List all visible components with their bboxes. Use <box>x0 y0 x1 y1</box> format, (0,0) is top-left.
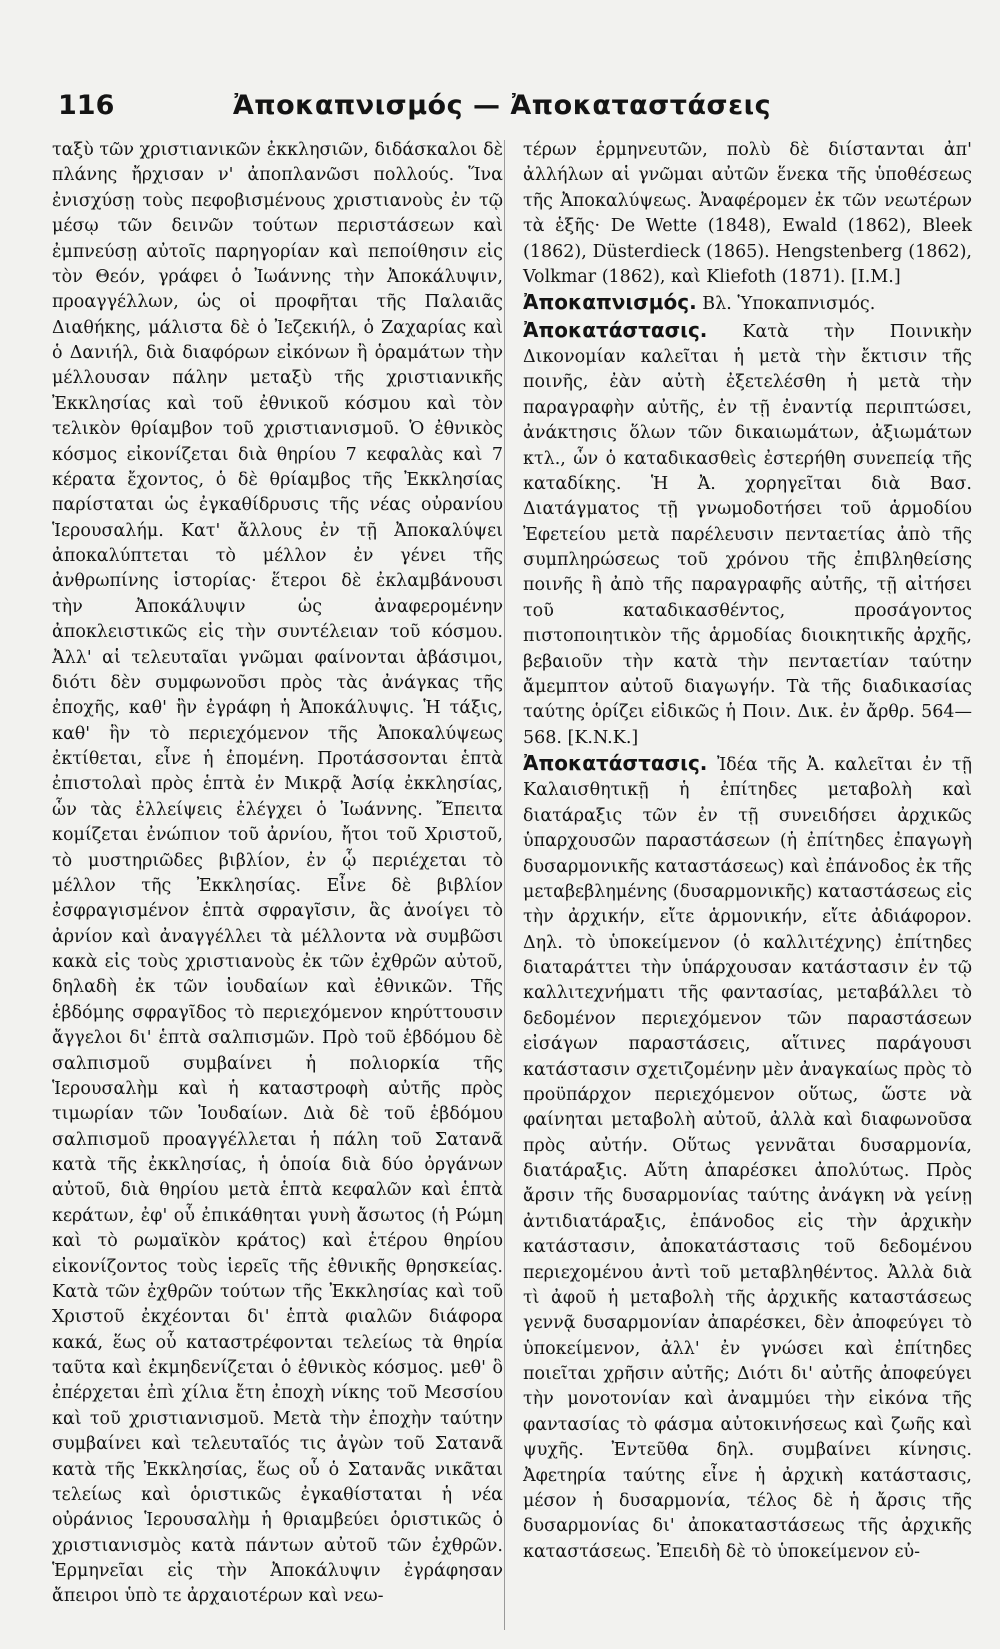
column-divider <box>504 140 505 1630</box>
left-column-text: ταξὺ τῶν χριστιανικῶν ἐκκλησιῶν, διδάσκαλοι δὲ πλάνης ἤρχισαν ν' ἀποπλανῶσι πολλούς. Ἵνα ἐνισχύσῃ τοὺς πεφοβισμένους χριστιανοὺς ἐν τῷ μέσῳ τῶν δεινῶν τούτων περιστάσεων καὶ ἐμπνεύσῃ αὐτοῖς παρηγορίαν καὶ πεποίθησιν εἰς τὸν Θεόν, γράφει ὁ Ἰωάννης τὴν Ἀποκάλυψιν, προαγγέλλων, ὡς οἱ προφῆται τῆς Παλαιᾶς Διαθήκης, μάλιστα δὲ ὁ Ἰεζεκιήλ, ὁ Ζαχαρίας καὶ ὁ Δανιήλ, διὰ διαφόρων εἰκόνων ἢ ὁραμάτων τὴν μέλλουσαν πάλην μεταξὺ τῆς χριστιανικῆς Ἐκκλησίας καὶ τοῦ ἐθνικοῦ κόσμου καὶ τὸν τελικὸν θρίαμβον τοῦ χριστιανισμοῦ. Ὁ ἐθνικὸς κόσμος εἰκονίζεται διὰ θηρίου 7 κεφαλὰς καὶ 7 κέρατα ἔχοντος, ὁ δὲ θρίαμβος τῆς Ἐκκλησίας παρίσταται ὡς ἐγκαθίδρυσις τῆς νέας οὐρανίου Ἱερουσαλήμ. Κατ' ἄλλους ἐν τῇ Ἀποκαλύψει ἀποκαλύπτεται τὸ μέλλον ἐν γένει τῆς ἀνθρωπίνης ἱστορίας· ἕτεροι δὲ ἐκλαμβάνουσι τὴν Ἀποκάλυψιν ὡς ἀναφερομένην ἀποκλειστικῶς εἰς τὴν συντέλειαν τοῦ κόσμου. Ἀλλ' αἱ τελευταῖαι γνῶμαι φαίνονται ἀβάσιμοι, διότι δὲν συμφωνοῦσι πρὸς τὰς ἀνάγκας τῆς ἐποχῆς, καθ' ἣν ἐγράφη ἡ Ἀποκάλυψις. Ἡ τάξις, καθ' ἣν τὸ περιεχόμενον τῆς Ἀποκαλύψεως ἐκτίθεται, εἶνε ἡ ἑπομένη. Προτάσσονται ἑπτὰ ἐπιστολαὶ πρὸς ἑπτὰ ἐν Μικρᾷ Ἀσίᾳ ἐκκλησίας, ὧν τὰς ἐλλείψεις ἐλέγχει ὁ Ἰωάννης. Ἔπειτα κομίζεται ἐνώπιον τοῦ ἀρνίου, ἤτοι τοῦ Χριστοῦ, τὸ μυστηριῶδες βιβλίον, ἐν ᾧ περιέχεται τὸ μέλλον τῆς Ἐκκλησίας. Εἶνε δὲ βιβλίον ἐσφραγισμένον ἑπτὰ σφραγῖσιν, ἃς ἀνοίγει τὸ ἀρνίον καὶ ἀναγγέλλει τὰ μέλλοντα νὰ συμβῶσι κακὰ εἰς τοὺς χριστιανοὺς ἐκ τῶν ἐχθρῶν αὐτοῦ, δηλαδὴ ἐκ τῶν ἰουδαίων καὶ ἐθνικῶν. Τῆς ἑβδόμης σφραγῖδος τὸ περιεχόμενον κηρύττουσιν ἄγγελοι δι' ἑπτὰ σαλπισμῶν. Πρὸ τοῦ ἑβδόμου δὲ σαλπισμοῦ συμβαίνει ἡ πολιορκία τῆς Ἱερουσαλὴμ καὶ ἡ καταστροφὴ αὐτῆς πρὸς τιμωρίαν τῶν Ἰουδαίων. Διὰ δὲ τοῦ ἑβδόμου σαλπισμοῦ προαγγέλλεται ἡ πάλη τοῦ Σατανᾶ κατὰ τῆς ἐκκλησίας, ἡ ὁποία διὰ δύο ὀργάνων αὐτοῦ, διὰ θηρίου μετὰ ἑπτὰ κεφαλῶν καὶ ἑπτὰ κεράτων, ἐφ' οὗ ἐπικάθηται γυνὴ ἄσωτος (ἡ Ρώμη καὶ τὸ ρωμαϊκὸν κράτος) καὶ ἑτέρου θηρίου εἰκονίζοντος τοὺς ἱερεῖς τῆς ἐθνικῆς θρησκείας. Κατὰ τῶν ἐχθρῶν τούτων τῆς Ἐκκλησίας καὶ τοῦ Χριστοῦ ἐκχέονται δι' ἑπτὰ φιαλῶν διάφορα κακά, ἕως οὗ καταστρέφονται τελείως τὰ θηρία ταῦτα καὶ ἐκμηδενίζεται ὁ ἐθνικὸς κόσμος. μεθ' ὃ ἐπέρχεται ἐπὶ χίλια ἔτη ἐποχὴ νίκης τοῦ Μεσσίου καὶ τοῦ χριστιανισμοῦ. Μετὰ τὴν ἐποχὴν ταύτην συμβαίνει καὶ τελευταῖός τις ἀγὼν τοῦ Σατανᾶ κατὰ τῆς Ἐκκλησίας, ἕως οὗ ὁ Σατανᾶς νικᾶται τελείως καὶ ὁριστικῶς ἐγκαθίσταται ἡ νέα οὐράνιος Ἱερουσαλὴμ ἡ θριαμβεύει ὁριστικῶς ὁ χριστιανισμὸς κατὰ πάντων αὐτοῦ τῶν ἐχθρῶν. Ἑρμηνεῖαι εἰς τὴν Ἀποκάλυψιν ἐγράφησαν ἄπειροι ὑπὸ τε ἀρχαιοτέρων καὶ νεω- <box>52 140 503 1607</box>
page-header <box>52 90 952 134</box>
entry-heading: Ἀποκαπνισμός. <box>523 290 697 315</box>
entry-heading: Ἀποκατάστασις. <box>523 751 708 775</box>
entry-heading: Ἀποκατάστασις. <box>523 317 708 342</box>
entry-body: Βλ. Ὑποκαπνισμός. <box>696 294 876 315</box>
running-title: Ἀποκαπνισμός — Ἀποκαταστάσεις <box>232 90 772 121</box>
page-number: 116 <box>58 90 115 121</box>
left-column <box>52 138 503 1610</box>
entry-apokatastasis-legal <box>523 318 972 751</box>
entry-apokatastasis-aesthetic <box>523 751 972 1565</box>
right-column <box>523 138 972 1565</box>
entry-apokapnismos <box>523 290 972 317</box>
entry-body: Κατὰ τὴν Ποινικὴν Δικονομίαν καλεῖται ἡ μετὰ τὴν ἔκτισιν τῆς ποινῆς, ἐὰν αὐτὴ ἐξετελέσθη ἡ μετὰ τὴν παραγραφὴν αὐτῆς, ἐν τῇ ἐναντίᾳ περιπτώσει, ἀνάκτησις ὅλων τῶν δικαιωμάτων, ἀξιωμάτων κτλ., ὧν ὁ καταδικασθεὶς ἐστερήθη συνεπείᾳ τῆς καταδίκης. Ἡ Ἀ. χορηγεῖται διὰ Βασ. Διατάγματος τῇ γνωμοδοτήσει τοῦ ἁρμοδίου Ἐφετείου μετὰ παρέλευσιν πενταετίας ἀπὸ τῆς συμπληρώσεως τοῦ χρόνου τῆς ἐπιβληθείσης ποινῆς ἢ ἀπὸ τῆς παραγραφῆς αὐτῆς, τῇ αἰτήσει τοῦ καταδικασθέντος, προσάγοντος πιστοποιητικὸν τῆς ἁρμοδίας διοικητικῆς ἀρχῆς, βεβαιοῦν τὴν κατὰ τὴν πενταετίαν ταύτην ἄμεμπτον αὐτοῦ διαγωγήν. Τὰ τῆς διαδικασίας ταύτης ὁρίζει εἰδικῶς ἡ Ποιν. Δικ. ἐν ἄρθρ. 564—568. [K.N.K.] <box>523 321 972 748</box>
right-column-intro: τέρων ἑρμηνευτῶν, πολὺ δὲ διίστανται ἀπ' ἀλλήλων αἱ γνῶμαι αὐτῶν ἕνεκα τῆς ὑποθέσεως τῆς Ἀποκαλύψεως. Ἀναφέρομεν ἐκ τῶν νεωτέρων τὰ ἑξῆς· De Wette (1848), Ewald (1862), Bleek (1862), Düsterdieck (1865). Hengstenberg (1862), Volkmar (1862), καὶ Kliefoth (1871). [I.M.] <box>523 140 972 287</box>
entry-body: Ἰδέα τῆς Ἀ. καλεῖται ἐν τῇ Καλαισθητικῇ ἡ ἐπίτηδες μεταβολὴ καὶ διατάραξις τῶν ἐν τῇ συνειδήσει ἀρχικῶς ὑπαρχουσῶν παραστάσεων (ἡ ἐπίτηδες ἐπαγωγὴ δυσαρμονικῆς καταστάσεως) καὶ ἐπάνοδος ἐκ τῆς μεταβεβλημένης (δυσαρμονικῆς) καταστάσεως εἰς τὴν ἀρχικήν, εἴτε ἁρμονικήν, εἴτε ἀδιάφορον. Δηλ. τὸ ὑποκείμενον (ὁ καλλιτέχνης) ἐπίτηδες διαταράττει τὴν ὑπάρχουσαν κατάστασιν ἐν τῷ καλλιτεχνήματι τῆς φαντασίας, μεταβάλλει τὸ δεδομένον περιεχόμενον τῶν παραστάσεων εἰσάγων παραστάσεις, αἵτινες παράγουσι κατάστασιν σχετιζομένην μὲν ἀναγκαίως πρὸς τὸ προϋπάρχον περιεχόμενον οὕτως, ὥστε νὰ φαίνηται μεταβολὴ αὐτοῦ, ἀλλὰ καὶ διαφωνοῦσα πρὸς αὐτήν. Οὕτως γεννᾶται δυσαρμονία, διατάραξις. Αὕτη ἀπαρέσκει ἀπολύτως. Πρὸς ἄρσιν τῆς δυσαρμονίας ταύτης ἀνάγκη νὰ γείνῃ ἀντιδιατάραξις, ἐπάνοδος εἰς τὴν ἀρχικὴν κατάστασιν, ἀποκατάστασις τοῦ δεδομένου περιεχομένου ἀντὶ τοῦ μεταβληθέντος. Ἀλλὰ διὰ τὶ ἀφοῦ ἡ μεταβολὴ τῆς ἀρχικῆς καταστάσεως γεννᾷ δυσαρμονίαν ἀπαρέσκει, δὲν ἀποφεύγει τὸ ὑποκείμενον, ἀλλ' ἐν γνώσει καὶ ἐπίτηδες ποιεῖται χρῆσιν αὐτῆς; Διότι δι' αὐτῆς ἀποφεύγει τὴν μονοτονίαν καὶ ἀναμμύει τὴν εἰκόνα τῆς φαντασίας τὸ φάσμα αὐτοκινήσεως καὶ ζωῆς καὶ ψυχῆς. Ἐντεῦθα δηλ. συμβαίνει κίνησις. Ἀφετηρία ταύτης εἶνε ἡ ἀρχικὴ κατάστασις, μέσον ἡ δυσαρμονία, τέλος δὲ ἡ ἄρσις τῆς δυσαρμονίας δι' ἀποκαταστάσεως τῆς ἀρχικῆς καταστάσεως. Ἐπειδὴ δὲ τὸ ὑποκείμενον εὐ- <box>523 755 972 1562</box>
